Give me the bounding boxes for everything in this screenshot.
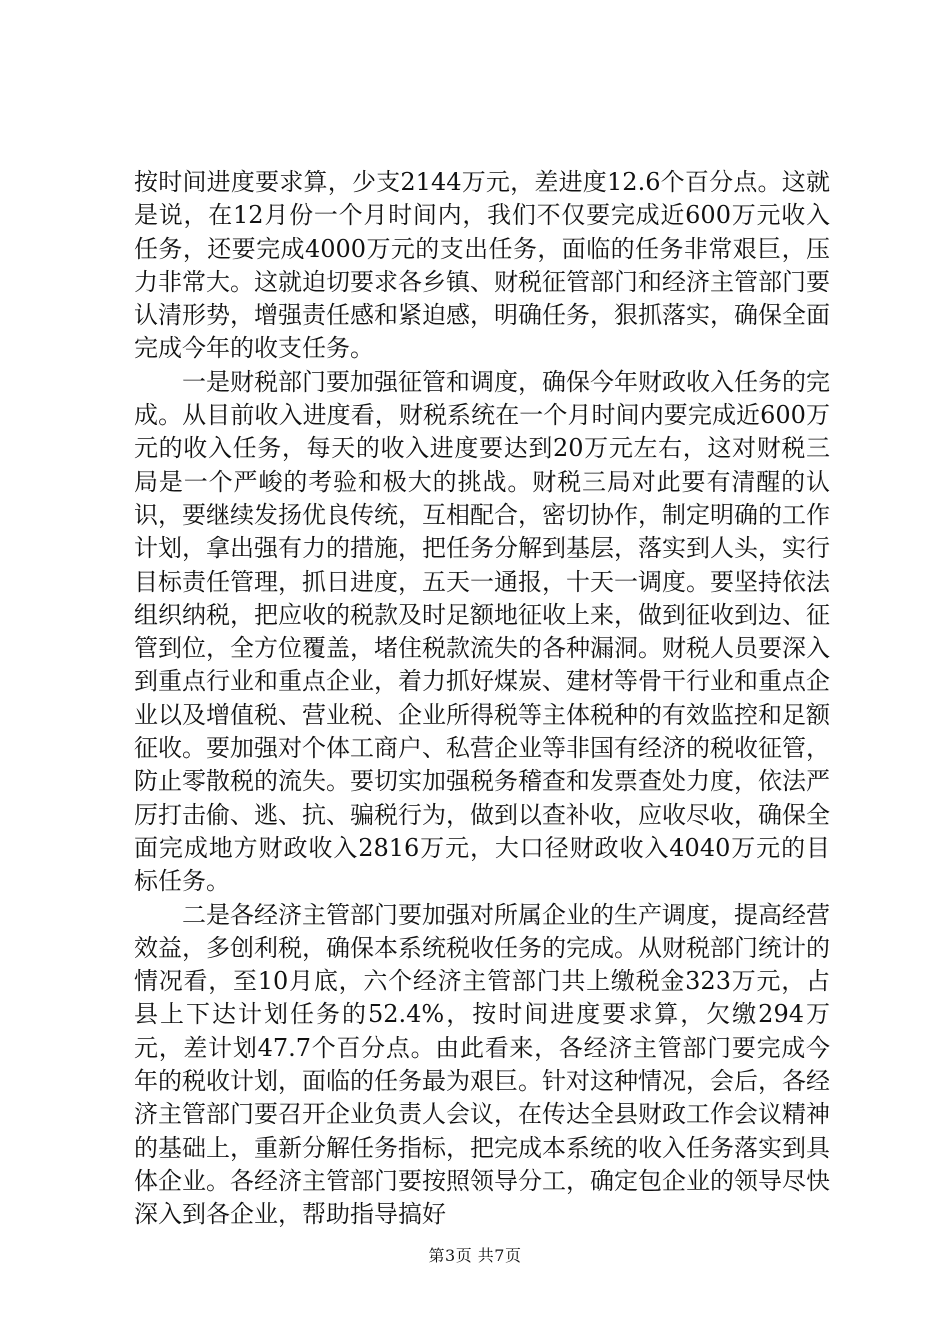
document-body [134,166,830,1232]
page-number-footer: 第3页 共7页 [428,1246,522,1265]
paragraph-tax-department: 一是财税部门要加强征管和调度，确保今年财政收入任务的完成。从目前收入进度看，财税系统在一个月时间内要完成近600万元的收入任务，每天的收入进度要达到20万元左右，这对财税三局是一个严峻的考验和极大的挑战。财税三局对此要有清醒的认识，要继续发扬优良传统，互相配合，密切协作，制定明确的工作计划，拿出强有力的措施，把任务分解到基层，落实到人头，实行目标责任管理，抓日进度，五天一通报，十天一调度。要坚持依法组织纳税，把应收的税款及时足额地征收上来，做到征收到边、征管到位，全方位覆盖，堵住税款流失的各种漏洞。财税人员要深入到重点行业和重点企业，着力抓好煤炭、建材等骨干行业和重点企业以及增值税、营业税、企业所得税等主体税种的有效监控和足额征收。要加强对个体工商户、私营企业等非国有经济的税收征管，防止零散税的流失。要切实加强税务稽查和发票查处力度，依法严厉打击偷、逃、抗、骗税行为，做到以查补收，应收尽收，确保全面完成地方财政收入2816万元，大口径财政收入4040万元的目标任务。 [134,367,830,896]
paragraph-continuation: 按时间进度要求算，少支2144万元，差进度12.6个百分点。这就是说，在12月份一个月时间内，我们不仅要完成近600万元收入任务，还要完成4000万元的支出任务，面临的任务非常艰巨，压力非常大。这就迫切要求各乡镇、财税征管部门和经济主管部门要认清形势，增强责任感和紧迫感，明确任务，狠抓落实，确保全面完成今年的收支任务。 [134,168,830,363]
paragraph-economic-departments: 二是各经济主管部门要加强对所属企业的生产调度，提高经营效益，多创利税，确保本系统税收任务的完成。从财税部门统计的情况看，至10月底，六个经济主管部门共上缴税金323万元，占县上下达计划任务的52.4%，按时间进度要求算，欠缴294万元，差计划47.7个百分点。由此看来，各经济主管部门要完成今年的税收计划，面临的任务最为艰巨。针对这种情况，会后，各经济主管部门要召开企业负责人会议，在传达全县财政工作会议精神的基础上，重新分解任务指标，把完成本系统的收入任务落实到具体企业。各经济主管部门要按照领导分工，确定包企业的领导尽快深入到各企业，帮助指导搞好 [134,900,830,1229]
